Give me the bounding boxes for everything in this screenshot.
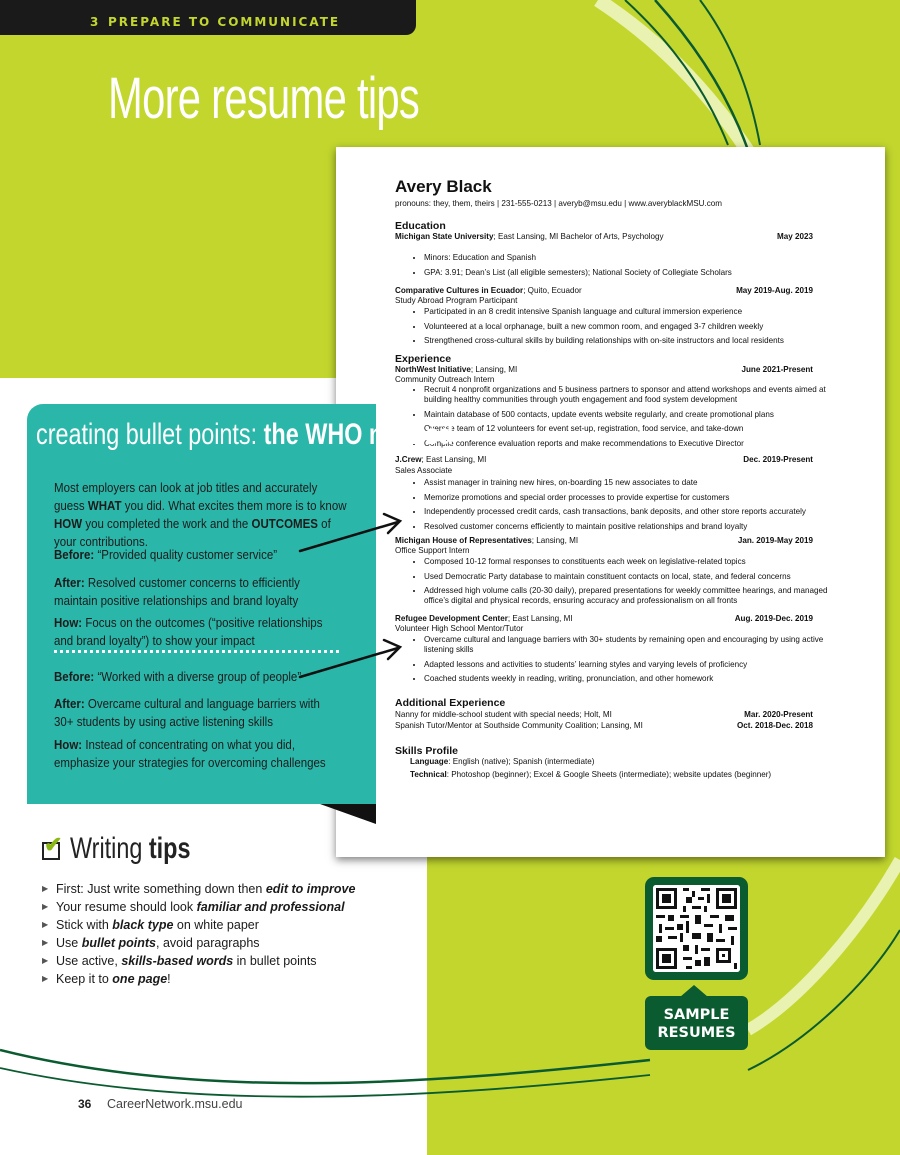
qr-code-icon[interactable]: [653, 885, 740, 972]
sample-resume: [336, 147, 885, 857]
list-item: ▶ Use bullet points, avoid paragraphs: [42, 936, 355, 954]
skills-technical: Technical: Photoshop (beginner); Excel & Google Sheets (intermediate); website updates (beginner): [410, 770, 772, 779]
education-school-date: May 2023: [777, 232, 813, 241]
education-abroad-date: May 2019-Aug. 2019: [736, 286, 813, 295]
additional-item: Spanish Tutor/Mentor at Southside Community Coalition; Lansing, MI: [395, 721, 643, 730]
example1-before: Before: “Provided quality customer service”: [54, 548, 278, 562]
section-label: PREPARE TO COMMUNICATE: [108, 15, 341, 29]
writing-tips-title: Writing tips: [70, 832, 191, 865]
sample-resumes-label[interactable]: SAMPLE RESUMES: [657, 1007, 736, 1041]
list-item: ▶ First: Just write something down then edit to improve: [42, 882, 355, 900]
list-item: • Compile conference evaluation reports and make recommendations to Executive Director: [424, 439, 844, 449]
job-bullets: [408, 478, 844, 536]
resume-name: Avery Black: [395, 177, 492, 196]
job-title: Office Support Intern: [395, 546, 470, 555]
job-title: Sales Associate: [395, 466, 453, 475]
additional-item-date: Oct. 2018-Dec. 2018: [736, 721, 813, 730]
checkmark-icon: ✔: [44, 832, 63, 857]
footer-url[interactable]: CareerNetwork.msu.edu: [107, 1097, 243, 1111]
additional-item: Nanny for middle-school student with special needs; Holt, MI: [395, 710, 612, 719]
list-item: • Coached students weekly in reading, writing, pronunciation, and other homework: [424, 674, 844, 684]
list-item: • Assist manager in training new hires, on-boarding 15 new associates to date: [424, 478, 844, 488]
page-number: 36: [78, 1097, 92, 1111]
example2-after: After: Overcame cultural and language barriers with 30+ students by using active listening skills: [54, 697, 320, 729]
list-item: • Overcame cultural and language barriers with 30+ students by remaining open and encouraging by using active listening skills: [424, 635, 844, 655]
list-item: • Adapted lessons and activities to students’ learning styles and varying levels of proficiency: [424, 660, 844, 670]
job-org: Michigan House of Representatives; Lansing, MI: [395, 536, 579, 545]
job-bullets: [408, 557, 844, 611]
skills-language: Language: English (native); Spanish (intermediate): [410, 757, 595, 766]
job-title: Community Outreach Intern: [395, 375, 495, 384]
example2-before: Before: “Worked with a diverse group of people”: [54, 670, 302, 684]
list-item: • Resolved customer concerns efficiently to maintain positive relationships and brand loyalty: [424, 522, 844, 532]
job-org: J.Crew; East Lansing, MI: [395, 455, 487, 464]
education-abroad-bullets: [408, 307, 844, 351]
job-date: June 2021-Present: [741, 365, 813, 374]
writing-tips-list: [42, 882, 355, 990]
additional-heading: Additional Experience: [395, 697, 506, 709]
job-org: Refugee Development Center; East Lansing, MI: [395, 614, 573, 623]
box-fold: [320, 804, 376, 824]
list-item: • Strengthened cross-cultural skills by building relationships with on-site instructors and local residents: [424, 336, 844, 346]
list-item: • Minors: Education and Spanish: [424, 253, 844, 263]
skills-heading: Skills Profile: [395, 745, 459, 757]
education-abroad: Comparative Cultures in Ecuador; Quito, Ecuador: [395, 286, 582, 295]
list-item: • Addressed high volume calls (20-30 daily), prepared presentations for weekly committee hearings, and managed office’s digital and physical records, ensuring accuracy and professionalism on all fronts: [424, 586, 844, 606]
list-item: • Oversee team of 12 volunteers for event set-up, registration, food service, and take-down: [424, 424, 844, 434]
job-title: Volunteer High School Mentor/Tutor: [395, 624, 524, 633]
list-item: • Used Democratic Party database to maintain constituent contacts on local, state, and federal concerns: [424, 572, 844, 582]
section-number: 3: [90, 15, 101, 29]
job-org: NorthWest Initiative; Lansing, MI: [395, 365, 518, 374]
list-item: • Independently processed credit cards, cash transactions, bank deposits, and other store reports accurately: [424, 507, 844, 517]
list-item: • Maintain database of 500 contacts, update events website regularly, and create promotional plans: [424, 410, 844, 420]
additional-item-date: Mar. 2020-Present: [744, 710, 813, 719]
job-bullets: [408, 385, 844, 453]
job-date: Aug. 2019-Dec. 2019: [734, 614, 813, 623]
job-date: Dec. 2019-Present: [743, 455, 813, 464]
page-title: More resume tips: [108, 66, 420, 131]
resume-contact: pronouns: they, them, theirs | 231-555-0213 | averyb@msu.edu | www.averyblackMSU.com: [395, 199, 723, 208]
list-item: • Composed 10-12 formal responses to constituents each week on legislative-related topics: [424, 557, 844, 567]
dotted-divider: [54, 650, 339, 653]
job-bullets: [408, 635, 844, 689]
list-item: ▶ Use active, skills-based words in bullet points: [42, 954, 355, 972]
list-item: • Participated in an 8 credit intensive Spanish language and cultural immersion experience: [424, 307, 844, 317]
list-item: ▶ Your resume should look familiar and professional: [42, 900, 355, 918]
list-item: ▶ Keep it to one page!: [42, 972, 355, 990]
job-date: Jan. 2019-May 2019: [737, 536, 813, 545]
list-item: ▶ Stick with black type on white paper: [42, 918, 355, 936]
education-abroad-subtitle: Study Abroad Program Participant: [395, 296, 518, 305]
example1-how: How: Focus on the outcomes (“positive relationships and brand loyalty”) to show your impact: [54, 616, 323, 648]
list-item: • GPA: 3.91; Dean’s List (all eligible semesters); National Society of Collegiate Scholars: [424, 268, 844, 278]
education-heading: Education: [395, 220, 446, 232]
who-method-title: creating bullet points: the WHO method: [36, 418, 454, 451]
who-method-intro: Most employers can look at job titles and accurately guess WHAT you did. What excites them more is to know HOW you completed the work and the OUTCOMES of your contributions.: [54, 481, 347, 549]
list-item: • Memorize promotions and special order processes to provide expertise for customers: [424, 493, 844, 503]
education-school: Michigan State University; East Lansing, MI Bachelor of Arts, Psychology: [395, 232, 664, 241]
list-item: • Recruit 4 nonprofit organizations and 5 business partners to sponsor and attend workshops and events aimed at building healthy communities through youth engagement and food system development: [424, 385, 844, 405]
example1-after: After: Resolved customer concerns to efficiently maintain positive relationships and brand loyalty: [54, 576, 300, 608]
list-item: • Volunteered at a local orphanage, built a new common room, and engaged 3-7 children weekly: [424, 322, 844, 332]
education-school-bullets: [408, 253, 844, 282]
experience-heading: Experience: [395, 353, 452, 365]
example2-how: How: Instead of concentrating on what you did, emphasize your strategies for overcoming challenges: [54, 738, 326, 770]
